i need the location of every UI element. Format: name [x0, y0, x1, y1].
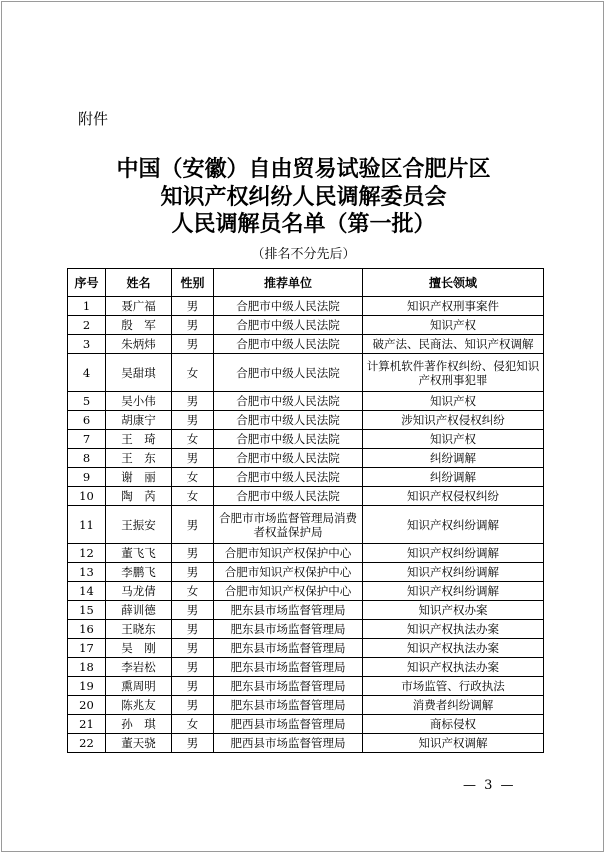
- document-title-line-3: 人民调解员名单（第一批）: [171, 211, 436, 237]
- cell-unit: 肥东县市场监督管理局: [214, 639, 363, 658]
- cell-number: 4: [68, 354, 106, 392]
- cell-name: 孙 琪: [106, 715, 172, 734]
- cell-name: 王 东: [106, 449, 172, 468]
- cell-specialty: 知识产权执法办案: [363, 639, 544, 658]
- cell-gender: 男: [172, 392, 214, 411]
- column-header-gender: 性别: [172, 269, 214, 297]
- cell-name: 吴甜琪: [106, 354, 172, 392]
- document-title-line-1: 中国（安徽）自由贸易试验区合肥片区: [116, 156, 491, 182]
- cell-name: 熏周明: [106, 677, 172, 696]
- table-row: [68, 582, 544, 601]
- table-row: [68, 506, 544, 544]
- table-row: [68, 430, 544, 449]
- cell-specialty: 知识产权纠纷调解: [363, 563, 544, 582]
- cell-name: 李岩松: [106, 658, 172, 677]
- table-row: [68, 734, 544, 753]
- cell-name: 马龙倩: [106, 582, 172, 601]
- table-row: [68, 563, 544, 582]
- cell-specialty: 知识产权纠纷调解: [363, 582, 544, 601]
- table-body: [68, 297, 544, 753]
- cell-number: 22: [68, 734, 106, 753]
- cell-specialty: 知识产权: [363, 392, 544, 411]
- table-row: [68, 601, 544, 620]
- cell-specialty: 知识产权执法办案: [363, 658, 544, 677]
- cell-name: 吴 刚: [106, 639, 172, 658]
- cell-number: 20: [68, 696, 106, 715]
- cell-number: 3: [68, 335, 106, 354]
- cell-specialty: 知识产权纠纷调解: [363, 506, 544, 544]
- cell-gender: 男: [172, 506, 214, 544]
- cell-gender: 男: [172, 335, 214, 354]
- cell-number: 6: [68, 411, 106, 430]
- cell-unit: 肥东县市场监督管理局: [214, 696, 363, 715]
- column-header-name: 姓名: [106, 269, 172, 297]
- cell-specialty: 知识产权执法办案: [363, 620, 544, 639]
- cell-specialty: 市场监管、行政执法: [363, 677, 544, 696]
- table-row: [68, 620, 544, 639]
- cell-unit: 合肥市中级人民法院: [214, 468, 363, 487]
- cell-number: 18: [68, 658, 106, 677]
- cell-gender: 男: [172, 734, 214, 753]
- cell-name: 陶 芮: [106, 487, 172, 506]
- table-row: [68, 468, 544, 487]
- table-row: [68, 544, 544, 563]
- cell-gender: 男: [172, 601, 214, 620]
- cell-specialty: 消费者纠纷调解: [363, 696, 544, 715]
- cell-specialty: 知识产权纠纷调解: [363, 544, 544, 563]
- cell-specialty: 知识产权调解: [363, 734, 544, 753]
- cell-name: 谢 丽: [106, 468, 172, 487]
- cell-specialty: 纠纷调解: [363, 468, 544, 487]
- table-row: [68, 639, 544, 658]
- cell-unit: 肥东县市场监督管理局: [214, 601, 363, 620]
- cell-name: 聂广福: [106, 297, 172, 316]
- table-row: [68, 354, 544, 392]
- cell-specialty: 知识产权侵权纠纷: [363, 487, 544, 506]
- cell-unit: 合肥市中级人民法院: [214, 354, 363, 392]
- cell-number: 10: [68, 487, 106, 506]
- cell-unit: 合肥市中级人民法院: [214, 392, 363, 411]
- cell-gender: 男: [172, 620, 214, 639]
- cell-gender: 女: [172, 582, 214, 601]
- cell-number: 9: [68, 468, 106, 487]
- cell-gender: 男: [172, 696, 214, 715]
- table-row: [68, 677, 544, 696]
- cell-name: 董天骁: [106, 734, 172, 753]
- cell-number: 7: [68, 430, 106, 449]
- cell-name: 陈兆友: [106, 696, 172, 715]
- cell-name: 朱炳炜: [106, 335, 172, 354]
- page-number: — 3 —: [463, 778, 516, 793]
- cell-specialty: 破产法、民商法、知识产权调解: [363, 335, 544, 354]
- cell-name: 吴小伟: [106, 392, 172, 411]
- column-header-number: 序号: [68, 269, 106, 297]
- cell-name: 王振安: [106, 506, 172, 544]
- cell-unit: 合肥市知识产权保护中心: [214, 544, 363, 563]
- cell-unit: 合肥市中级人民法院: [214, 411, 363, 430]
- cell-name: 王晓东: [106, 620, 172, 639]
- cell-number: 12: [68, 544, 106, 563]
- cell-specialty: 纠纷调解: [363, 449, 544, 468]
- cell-unit: 合肥市中级人民法院: [214, 430, 363, 449]
- cell-number: 1: [68, 297, 106, 316]
- cell-gender: 女: [172, 354, 214, 392]
- cell-gender: 男: [172, 449, 214, 468]
- ordering-note: （排名不分先后）: [251, 247, 356, 262]
- cell-number: 16: [68, 620, 106, 639]
- cell-name: 王 琦: [106, 430, 172, 449]
- cell-specialty: 知识产权: [363, 316, 544, 335]
- cell-number: 17: [68, 639, 106, 658]
- column-header-specialty: 擅长领域: [363, 269, 544, 297]
- cell-gender: 男: [172, 544, 214, 563]
- cell-number: 15: [68, 601, 106, 620]
- cell-specialty: 知识产权办案: [363, 601, 544, 620]
- table-row: [68, 715, 544, 734]
- cell-specialty: 知识产权刑事案件: [363, 297, 544, 316]
- cell-number: 21: [68, 715, 106, 734]
- table-row: [68, 335, 544, 354]
- cell-unit: 合肥市市场监督管理局消费者权益保护局: [214, 506, 363, 544]
- table-row: [68, 297, 544, 316]
- cell-gender: 女: [172, 715, 214, 734]
- cell-unit: 合肥市中级人民法院: [214, 335, 363, 354]
- cell-specialty: 涉知识产权侵权纠纷: [363, 411, 544, 430]
- cell-number: 19: [68, 677, 106, 696]
- attachment-label: 附件: [78, 110, 109, 128]
- cell-name: 李鹏飞: [106, 563, 172, 582]
- cell-gender: 男: [172, 563, 214, 582]
- table-row: [68, 696, 544, 715]
- cell-unit: 肥西县市场监督管理局: [214, 734, 363, 753]
- cell-unit: 合肥市知识产权保护中心: [214, 563, 363, 582]
- cell-gender: 男: [172, 677, 214, 696]
- cell-unit: 肥东县市场监督管理局: [214, 620, 363, 639]
- cell-name: 殷 军: [106, 316, 172, 335]
- cell-gender: 女: [172, 487, 214, 506]
- cell-gender: 男: [172, 658, 214, 677]
- cell-specialty: 知识产权: [363, 430, 544, 449]
- cell-unit: 肥西县市场监督管理局: [214, 715, 363, 734]
- cell-unit: 肥东县市场监督管理局: [214, 677, 363, 696]
- table-row: [68, 449, 544, 468]
- table-row: [68, 411, 544, 430]
- cell-number: 13: [68, 563, 106, 582]
- table-row: [68, 316, 544, 335]
- cell-gender: 女: [172, 430, 214, 449]
- cell-unit: 合肥市中级人民法院: [214, 316, 363, 335]
- cell-gender: 女: [172, 468, 214, 487]
- cell-unit: 肥东县市场监督管理局: [214, 658, 363, 677]
- cell-unit: 合肥市知识产权保护中心: [214, 582, 363, 601]
- cell-number: 8: [68, 449, 106, 468]
- cell-unit: 合肥市中级人民法院: [214, 449, 363, 468]
- cell-gender: 男: [172, 411, 214, 430]
- cell-number: 5: [68, 392, 106, 411]
- cell-number: 2: [68, 316, 106, 335]
- cell-name: 薛训德: [106, 601, 172, 620]
- table-row: [68, 487, 544, 506]
- cell-name: 胡康宁: [106, 411, 172, 430]
- cell-unit: 合肥市中级人民法院: [214, 487, 363, 506]
- cell-specialty: 商标侵权: [363, 715, 544, 734]
- cell-number: 11: [68, 506, 106, 544]
- cell-unit: 合肥市中级人民法院: [214, 297, 363, 316]
- cell-name: 董飞飞: [106, 544, 172, 563]
- mediator-roster-table: [67, 268, 544, 753]
- cell-number: 14: [68, 582, 106, 601]
- table-header-row: [68, 269, 544, 297]
- cell-specialty: 计算机软件著作权纠纷、侵犯知识产权刑事犯罪: [363, 354, 544, 392]
- cell-gender: 男: [172, 316, 214, 335]
- cell-gender: 男: [172, 297, 214, 316]
- document-title-line-2: 知识产权纠纷人民调解委员会: [160, 184, 447, 210]
- table-row: [68, 658, 544, 677]
- cell-gender: 男: [172, 639, 214, 658]
- column-header-unit: 推荐单位: [214, 269, 363, 297]
- table-row: [68, 392, 544, 411]
